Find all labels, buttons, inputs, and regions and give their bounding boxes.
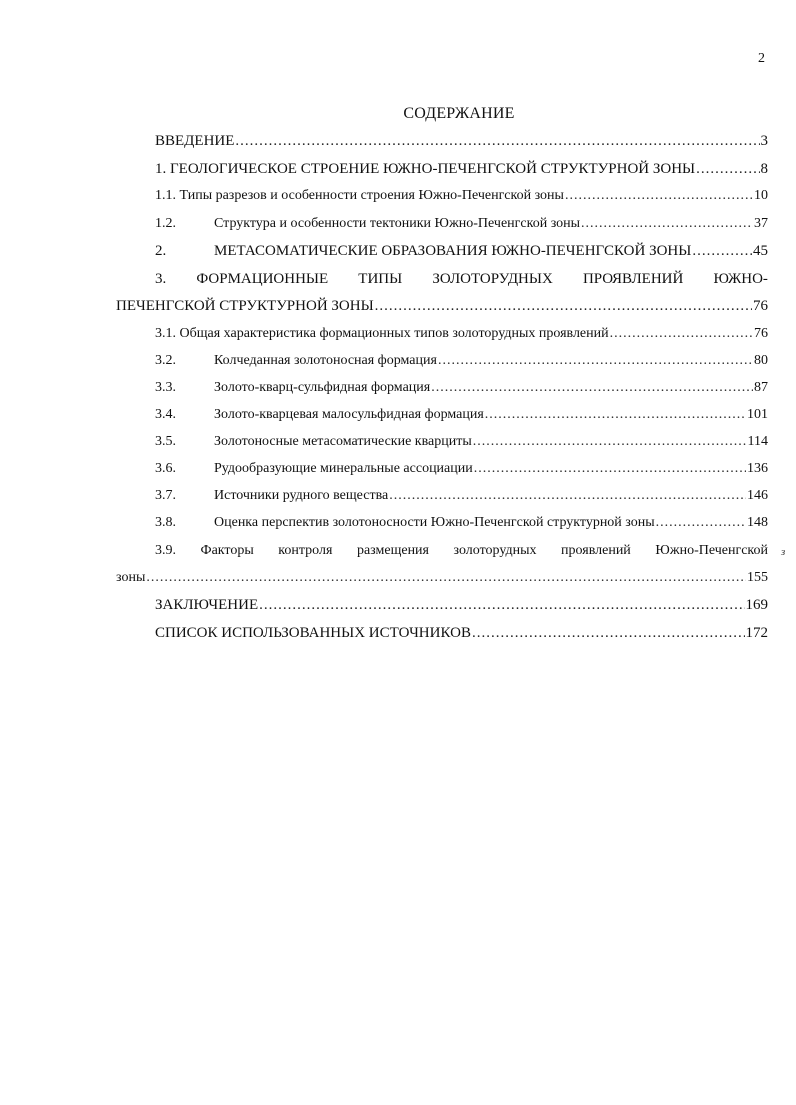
toc-entry-page: 3 — [760, 133, 768, 149]
toc-entry-word: золоторудных — [453, 543, 537, 558]
dot-leader — [375, 296, 752, 316]
toc-entry-page: 10 — [754, 188, 768, 203]
toc-entry-page: 172 — [745, 625, 768, 641]
dot-leader — [438, 351, 753, 371]
dot-leader — [610, 324, 753, 344]
toc-entry-page: 76 — [753, 298, 768, 314]
toc-entry-page: 8 — [760, 161, 768, 177]
toc-entry-number: 3.5. — [155, 434, 176, 449]
dot-leader — [472, 623, 745, 643]
toc-entry-title: Источники рудного вещества — [214, 488, 389, 503]
toc-entry-page: 136 — [747, 461, 768, 476]
toc-entry-conclusion[interactable] — [155, 595, 768, 615]
toc-entry-page: 80 — [754, 353, 768, 368]
toc-entry-number: 3. — [155, 271, 167, 287]
toc-entry-section-3-3[interactable] — [155, 378, 768, 398]
toc-entry-page: 45 — [753, 243, 768, 259]
toc-entry-word: ЮЖНО- — [713, 271, 768, 287]
dot-leader — [235, 131, 759, 151]
toc-entry-number: 3.3. — [155, 380, 176, 395]
toc-entry-title: Структура и особенности тектоники Южно-Печенгской зоны — [214, 216, 581, 231]
dot-leader — [696, 159, 759, 179]
toc-entry-title: Колчеданная золотоносная формация — [214, 353, 437, 368]
toc-entry-page: 169 — [745, 597, 768, 613]
toc-entry-section-3-6[interactable] — [155, 459, 768, 479]
page-title: СОДЕРЖАНИЕ — [403, 105, 515, 122]
toc-entry-chapter-3[interactable] — [155, 269, 768, 289]
toc-entry-page: 37 — [754, 216, 768, 231]
toc-entry-title: ПЕЧЕНГСКОЙ СТРУКТУРНОЙ ЗОНЫ — [116, 298, 374, 314]
toc-entry-number: 3.9. — [155, 543, 176, 558]
dot-leader — [485, 405, 746, 425]
toc-entry-page: 87 — [754, 380, 768, 395]
toc-entry-word: ТИПЫ — [358, 271, 403, 287]
toc-entry-section-3-4[interactable] — [155, 405, 768, 425]
dot-leader — [259, 595, 744, 615]
toc-entry-word: ЗОЛОТОРУДНЫХ — [432, 271, 553, 287]
toc-entry-title: Оценка перспектив золотоносности Южно-Печенгской структурной зоны — [214, 515, 655, 530]
toc-entry-references[interactable] — [155, 623, 768, 643]
toc-entry-page: 76 — [754, 326, 768, 341]
dot-leader — [473, 432, 747, 452]
page-number: 2 — [758, 51, 765, 66]
toc-entry-word: размещения — [356, 543, 429, 558]
toc-entry-title: 1.1. Типы разрезов и особенности строения Южно-Печенгской зоны — [155, 188, 564, 203]
toc-entry-section-3-5[interactable] — [155, 432, 768, 452]
toc-entry-number: 2. — [155, 243, 167, 259]
toc-entry-number: 3.4. — [155, 407, 176, 422]
toc-entry-word: контроля — [278, 543, 333, 558]
toc-entry-page: 146 — [747, 488, 768, 503]
dot-leader — [692, 241, 752, 261]
toc-entry-word: Южно-Печенгской — [655, 543, 768, 558]
toc-entry-section-3-1[interactable] — [155, 324, 768, 344]
toc-entry-number: 1.2. — [155, 216, 176, 231]
toc-entry-introduction[interactable] — [155, 131, 768, 151]
margin-mark: з — [781, 546, 786, 558]
dot-leader — [565, 186, 753, 206]
toc-entry-title: ВВЕДЕНИЕ — [155, 133, 235, 149]
toc-entry-title: МЕТАСОМАТИЧЕСКИЕ ОБРАЗОВАНИЯ ЮЖНО-ПЕЧЕНГСКОЙ ЗОНЫ — [214, 243, 692, 259]
toc-entry-section-3-7[interactable] — [155, 486, 768, 506]
toc-entry-page: 114 — [747, 434, 768, 449]
dot-leader — [146, 568, 746, 588]
toc-entry-word: проявлений — [561, 543, 631, 558]
toc-entry-number: 3.7. — [155, 488, 176, 503]
dot-leader — [389, 486, 746, 506]
toc-entry-word: Факторы — [200, 543, 254, 558]
dot-leader — [581, 214, 753, 234]
toc-entry-word: ФОРМАЦИОННЫЕ — [196, 271, 329, 287]
toc-entry-word: ПРОЯВЛЕНИЙ — [582, 271, 684, 287]
dot-leader — [431, 378, 753, 398]
toc-entry-section-3-9[interactable] — [155, 541, 768, 561]
toc-entry-chapter-2[interactable] — [155, 241, 768, 261]
toc-entry-section-3-9-continued[interactable] — [116, 568, 768, 588]
toc-entry-chapter-3-continued[interactable] — [116, 296, 768, 316]
toc-entry-title: Золотоносные метасоматические кварциты — [214, 434, 472, 449]
toc-entry-section-3-2[interactable] — [155, 351, 768, 371]
dot-leader — [656, 513, 746, 533]
toc-entry-number: 3.2. — [155, 353, 176, 368]
toc-entry-number: 3.6. — [155, 461, 176, 476]
toc-entry-title: Золото-кварцевая малосульфидная формация — [214, 407, 484, 422]
toc-entry-section-1-1[interactable] — [155, 186, 768, 206]
toc-entry-page: 101 — [747, 407, 768, 422]
toc-entry-title: Золото-кварц-сульфидная формация — [214, 380, 431, 395]
toc-entry-number: 3.8. — [155, 515, 176, 530]
toc-entry-title: зоны — [116, 570, 146, 585]
toc-entry-title: ЗАКЛЮЧЕНИЕ — [155, 597, 259, 613]
dot-leader — [474, 459, 746, 479]
toc-entry-title: СПИСОК ИСПОЛЬЗОВАННЫХ ИСТОЧНИКОВ — [155, 625, 471, 641]
toc-entry-page: 155 — [747, 570, 768, 585]
toc-entry-page: 148 — [747, 515, 768, 530]
toc-entry-title: Рудообразующие минеральные ассоциации — [214, 461, 473, 476]
toc-entry-title: 3.1. Общая характеристика формационных типов золоторудных проявлений — [155, 326, 609, 341]
toc-entry-section-1-2[interactable] — [155, 214, 768, 234]
toc-entry-chapter-1[interactable] — [155, 159, 768, 179]
toc-entry-section-3-8[interactable] — [155, 513, 768, 533]
toc-entry-title: 1. ГЕОЛОГИЧЕСКОЕ СТРОЕНИЕ ЮЖНО-ПЕЧЕНГСКОЙ СТРУКТУРНОЙ ЗОНЫ — [155, 161, 696, 177]
